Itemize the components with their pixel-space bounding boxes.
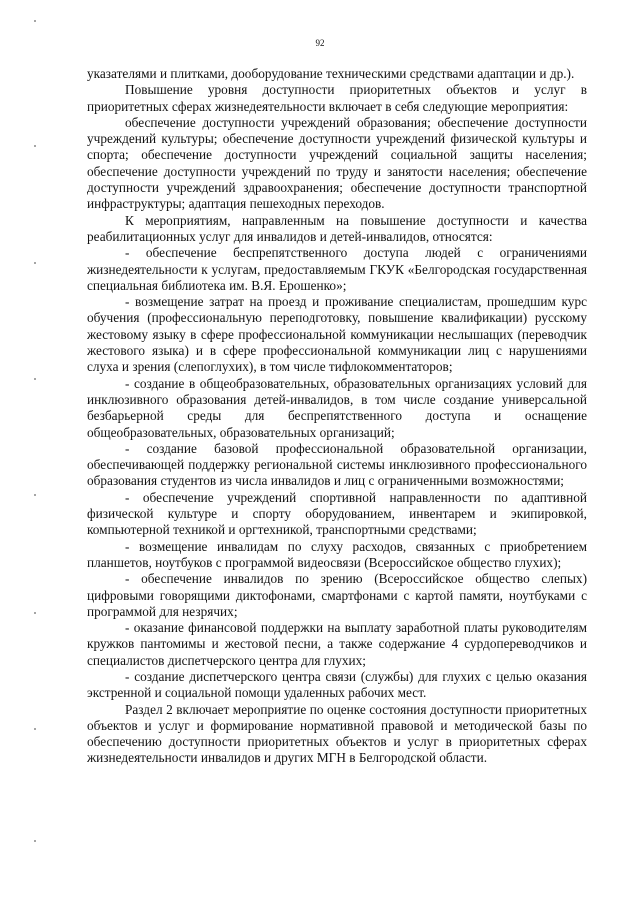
scan-speck [34, 145, 36, 147]
list-item: - создание диспетчерского центра связи (службы) для глухих с целью оказания экстренной и социальной помощи удаленных рабочих мест. [87, 668, 587, 701]
document-body [87, 66, 587, 767]
scan-speck [34, 612, 36, 614]
scan-speck [34, 494, 36, 496]
scan-speck [34, 840, 36, 842]
scan-speck [34, 20, 36, 22]
scan-speck [34, 728, 36, 730]
paragraph: К мероприятиям, направленным на повышение доступности и качества реабилитационных услуг для инвалидов и детей-инвалидов, относятся: [87, 212, 587, 244]
scan-speck [34, 262, 36, 264]
paragraph: Раздел 2 включает мероприятие по оценке состояния доступности приоритетных объектов и услуг и формирование нормативной правовой и методической базы по обеспечению доступности приоритетных объектов и услуг в приоритетных сферах жизнедеятельности инвалидов и других МГН в Белгородской области. [87, 701, 587, 766]
page-number: 92 [315, 38, 325, 48]
list-item: - обеспечение беспрепятственного доступа людей с ограничениями жизнедеятельности к услугам, предоставляемым ГКУК «Белгородская государственная специальная библиотека им. В.Я. Ерошенко»; [87, 245, 587, 293]
list-item: - создание базовой профессиональной образовательной организации, обеспечивающей поддержку региональной системы инклюзивного профессионального образования студентов из числа инвалидов и лиц с ограниченными возможностями; [87, 440, 587, 489]
scan-speck [34, 378, 36, 380]
paragraph: указателями и плитками, дооборудование техническими средствами адаптации и др.). [87, 66, 575, 81]
list-item: - возмещение затрат на проезд и проживание специалистам, прошедшим курс обучения (профессиональную переподготовку, повышение квалификации) русскому жестовому языку в сфере профессиональной коммуникации неслышащих (переводчик жестового языка) и в сфере профессиональной коммуникации лиц с нарушениями слуха и зрения (слепоглухих), в том числе тифлокомментаторов; [87, 294, 587, 375]
list-item: - возмещение инвалидам по слуху расходов, связанных с приобретением планшетов, ноутбуков с программой видеосвязи (Всероссийское общество глухих); [87, 538, 587, 570]
paragraph: Повышение уровня доступности приоритетных объектов и услуг в приоритетных сферах жизнедеятельности включает в себя следующие мероприятия: [87, 82, 587, 114]
paragraph: обеспечение доступности учреждений образования; обеспечение доступности учреждений культуры; обеспечение доступности учреждений физической культуры и спорта; обеспечение доступности учреждений социальной защиты населения; обеспечение доступности учреждений по труду и занятости населения; обеспечение доступности учреждений здравоохранения; обеспечение доступности транспортной инфраструктуры; адаптация пешеходных переходов. [87, 114, 587, 212]
list-item: - создание в общеобразовательных, образовательных организациях условий для инклюзивного образования детей-инвалидов, в том числе создание универсальной безбарьерной среды для беспрепятственного доступа и оснащение общеобразовательных, образовательных организаций; [87, 375, 587, 440]
list-item: - обеспечение учреждений спортивной направленности по адаптивной физической культуре и спорту оборудованием, инвентарем и экипировкой, компьютерной техникой и оргтехникой, транспортными средствами; [87, 489, 587, 538]
list-item: - оказание финансовой поддержки на выплату заработной платы руководителям кружков пантомимы и жестовой песни, а также содержание 4 сурдопереводчиков и специалистов диспетчерского центра для глухих; [87, 620, 587, 668]
list-item: - обеспечение инвалидов по зрению (Всероссийское общество слепых) цифровыми говорящими диктофонами, смартфонами с картой памяти, ноутбуками с программой для незрячих; [87, 571, 587, 619]
